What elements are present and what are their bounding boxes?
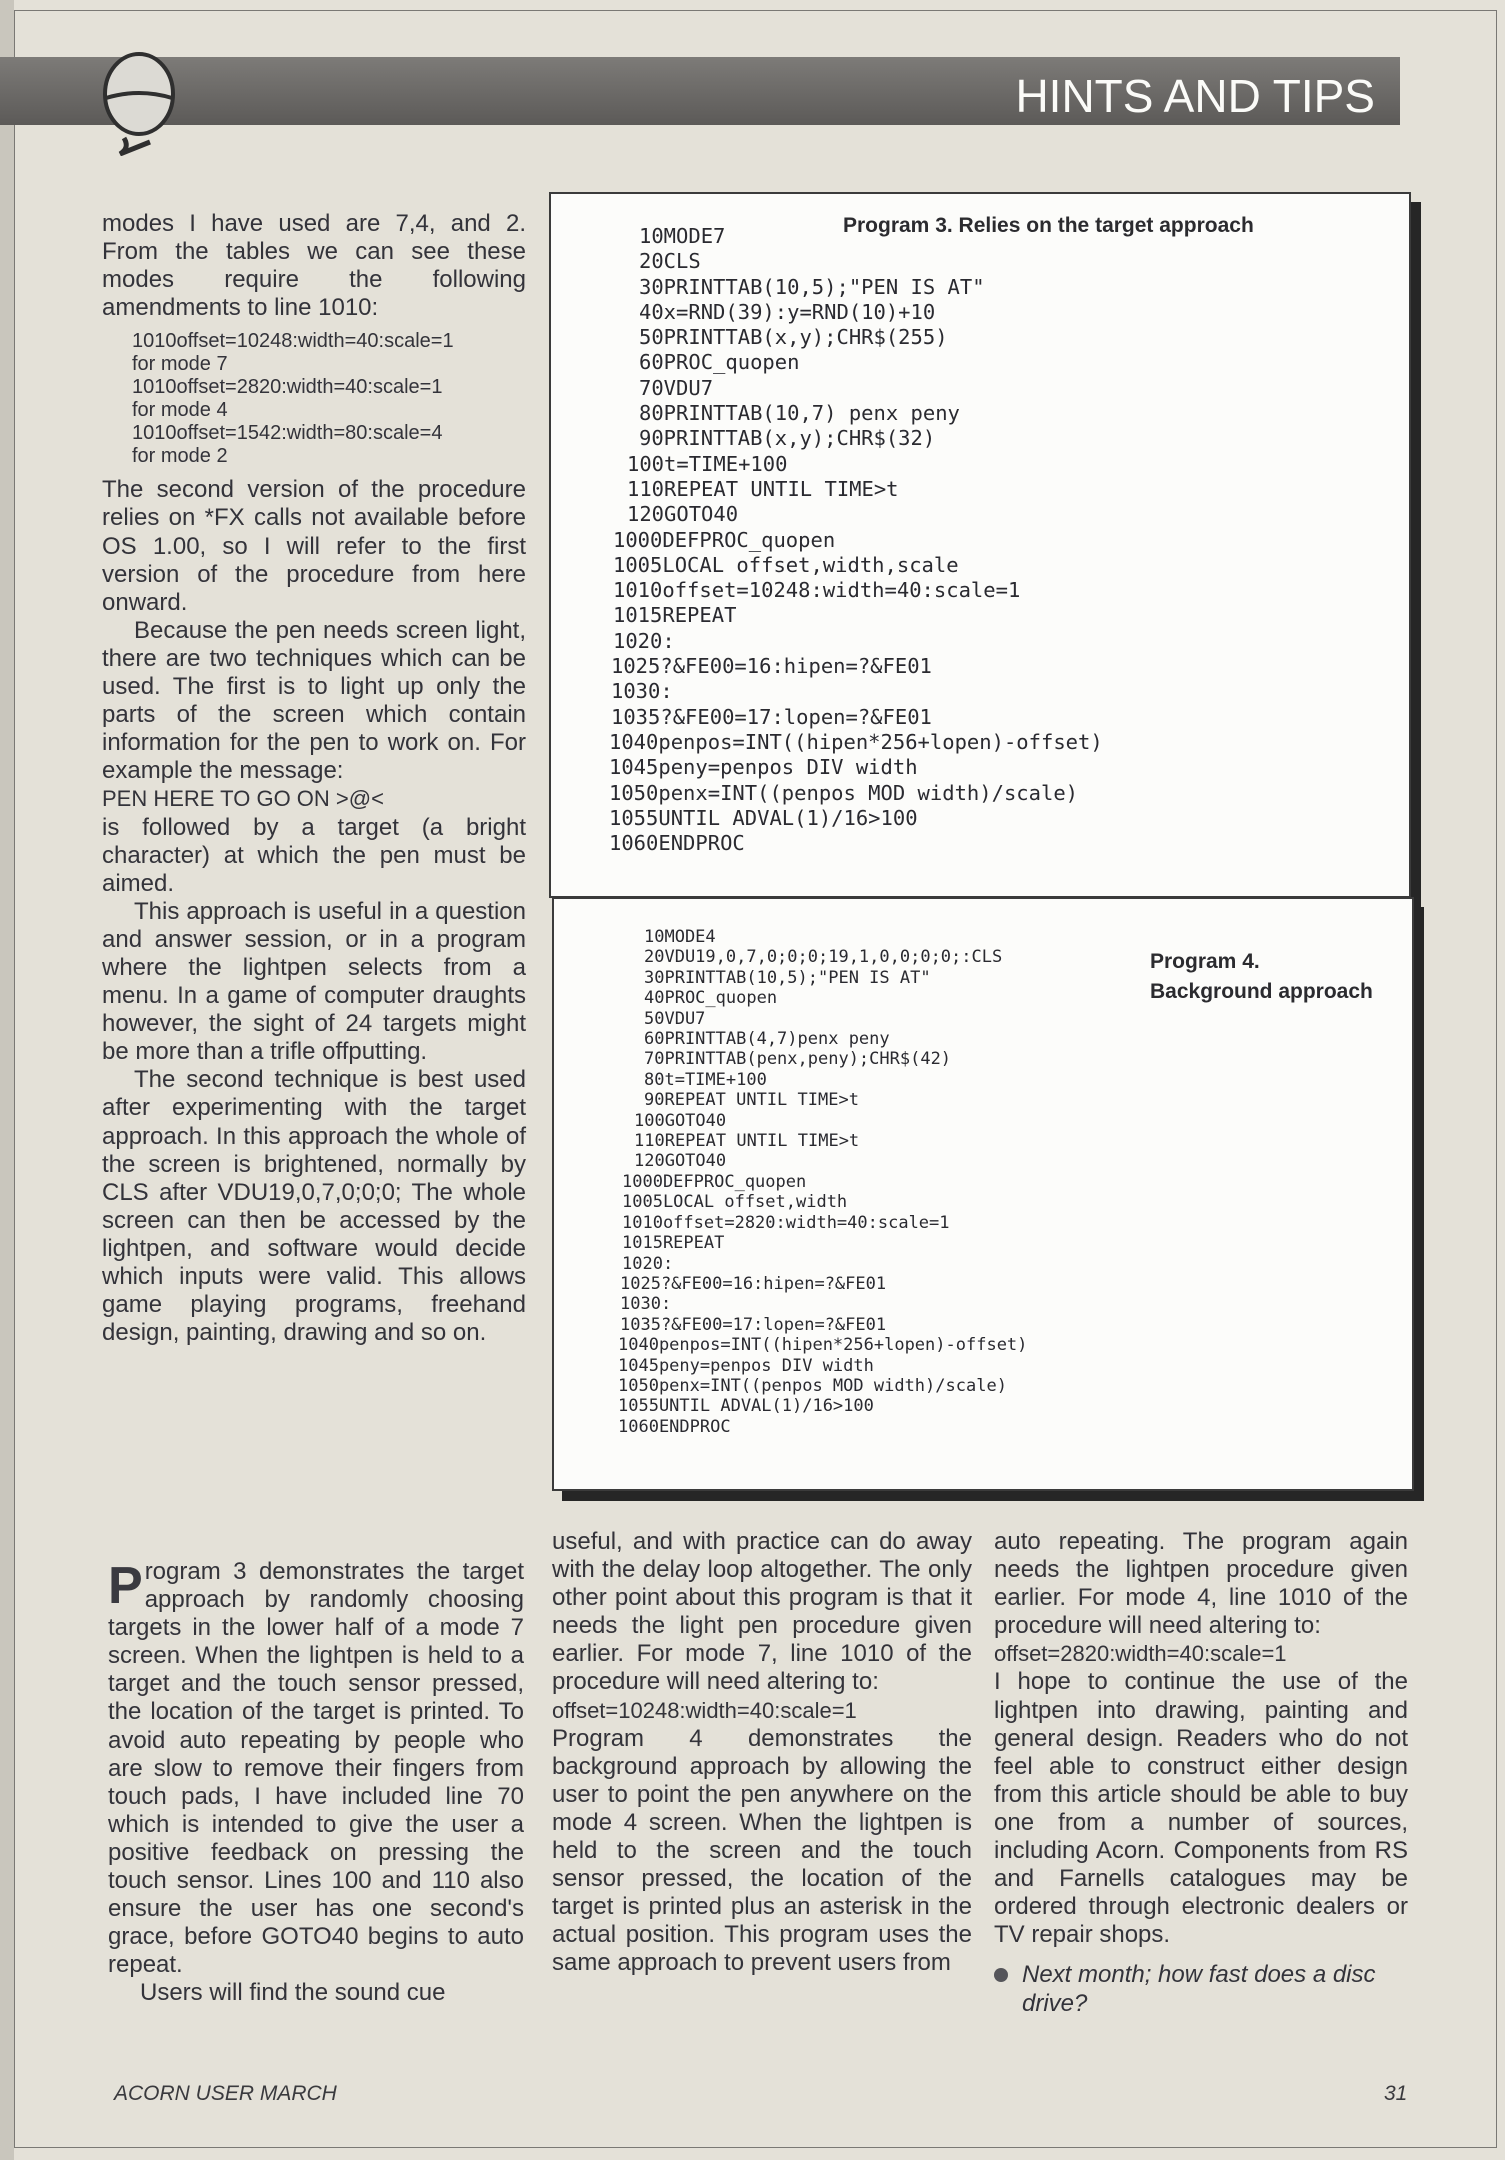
code-line: 100t=TIME+100 bbox=[627, 451, 788, 476]
next-month-note bbox=[994, 1961, 1408, 2017]
paragraph: The second version of the procedure relies on *FX calls not available before OS 1.00, so I will refer to the first version of the procedure from here onward. bbox=[102, 476, 526, 616]
code-line: 110REPEAT UNTIL TIME>t bbox=[634, 1131, 860, 1152]
code-line: 110REPEAT UNTIL TIME>t bbox=[627, 476, 899, 501]
amendment-line: 1010offset=1542:width=80:scale=4 bbox=[132, 422, 443, 445]
code-line: 50PRINTTAB(x,y);CHR$(255) bbox=[639, 325, 948, 350]
paragraph: modes I have used are 7,4, and 2. From the tables we can see these modes require the following amendments to line 1010: bbox=[102, 210, 526, 322]
paragraph-text: rogram 3 demonstrates the target approach by randomly choosing targets in the lower half of a mode 7 screen. When the lightpen is held to a target and the touch sensor pressed, the location of the target is printed. To avoid auto repeating by people who are slow to remove their fingers from touch pads, I have included line 70 which is intended to give the user a positive feedback on pressing the touch sensor. Lines 100 and 110 also ensure the user has one second's grace, before GOTO40 begins to auto repeat. bbox=[108, 1558, 524, 1979]
program-4-title-line: Background approach bbox=[1150, 980, 1373, 1003]
section-header-bar bbox=[0, 57, 1400, 125]
program-4-listing-box bbox=[552, 897, 1414, 1491]
amendment-line: 1010offset=2820:width=40:scale=1 bbox=[132, 376, 443, 399]
page-edge bbox=[0, 0, 14, 2160]
paragraph: Users will find the sound cue bbox=[140, 1979, 446, 2007]
paragraph: This approach is useful in a question and answer session, or in a program where the lightpen selects from a menu. In a game of computer draughts however, the sight of 24 targets might be more than a trifle offputting. bbox=[102, 897, 526, 1066]
code-line: 1020: bbox=[613, 628, 675, 653]
code-line: 1030: bbox=[620, 1294, 672, 1315]
paragraph: I hope to continue the use of the lightpen into drawing, painting and general design. Readers who do not feel able to construct either design from this article should be able to buy one from a number of sources, including Acorn. Components from RS and Farnells catalogues may be ordered through electronic dealers or TV repair shops. bbox=[994, 1668, 1408, 1949]
code-line: 1010offset=10248:width=40:scale=1 bbox=[613, 578, 1021, 603]
code-line: 60PROC_quopen bbox=[639, 350, 800, 375]
amendment-line: 1010offset=10248:width=40:scale=1 bbox=[132, 330, 454, 353]
article-column-1-lower bbox=[108, 1558, 524, 2008]
code-line: 1045peny=penpos DIV width bbox=[618, 1355, 874, 1376]
next-month-text: Next month; how fast does a disc drive? bbox=[1022, 1961, 1376, 2017]
code-line: 10MODE7 bbox=[639, 224, 726, 248]
article-column-3 bbox=[994, 1528, 1408, 2018]
code-line: 1040penpos=INT((hipen*256+lopen)-offset) bbox=[618, 1335, 1028, 1356]
code-line: 1035?&FE00=17:lopen=?&FE01 bbox=[611, 704, 932, 729]
paragraph: The second technique is best used after experimenting with the target approach. In this approach the whole of the screen is brightened, normally by CLS after VDU19,0,7,0;0;0; The whole screen can then be accessed by the lightpen, and software would decide which inputs were valid. This allows game playing programs, freehand design, painting, drawing and so on. bbox=[102, 1066, 526, 1347]
paragraph bbox=[108, 1558, 524, 1979]
code-line: 1000DEFPROC_quopen bbox=[613, 527, 836, 552]
code-line: 1055UNTIL ADVAL(1)/16>100 bbox=[618, 1396, 874, 1417]
code-line: 20CLS bbox=[639, 249, 701, 274]
code-line: 1005LOCAL offset,width bbox=[622, 1192, 848, 1213]
code-line: 90REPEAT UNTIL TIME>t bbox=[644, 1090, 859, 1111]
paragraph: useful, and with practice can do away with the delay loop altogether. The only other point about this program is that it needs the light pen procedure given earlier. For mode 7, line 1010 of the procedure will need altering to: bbox=[552, 1528, 972, 1696]
code-line: 40PROC_quopen bbox=[644, 988, 778, 1009]
code-line: 40x=RND(39):y=RND(10)+10 bbox=[639, 299, 936, 324]
code-line: 1045peny=penpos DIV width bbox=[609, 755, 918, 780]
code-line: 1060ENDPROC bbox=[618, 1416, 731, 1437]
program-3-code bbox=[609, 224, 1103, 856]
code-line: 80t=TIME+100 bbox=[644, 1069, 767, 1090]
code-line: 1025?&FE00=16:hipen=?&FE01 bbox=[620, 1273, 887, 1294]
alteration-line: offset=10248:width=40:scale=1 bbox=[552, 1697, 857, 1723]
amendment-line: for mode 2 bbox=[132, 445, 228, 468]
code-line: 70PRINTTAB(penx,peny);CHR$(42) bbox=[644, 1049, 952, 1070]
page-number: 31 bbox=[1384, 2082, 1408, 2105]
code-line: 1015REPEAT bbox=[622, 1233, 725, 1254]
code-line: 1040penpos=INT((hipen*256+lopen)-offset) bbox=[609, 729, 1103, 754]
code-line: 70VDU7 bbox=[639, 375, 714, 400]
code-line: 1010offset=2820:width=40:scale=1 bbox=[622, 1212, 950, 1233]
program-3-title: Program 3. Relies on the target approach bbox=[843, 214, 1254, 237]
acorn-logo-icon bbox=[100, 48, 178, 156]
program-3-listing-box bbox=[549, 192, 1411, 898]
code-line: 30PRINTTAB(10,5);"PEN IS AT" bbox=[639, 274, 985, 299]
code-line: 1025?&FE00=16:hipen=?&FE01 bbox=[611, 654, 932, 679]
paragraph: is followed by a target (a bright character) at which the pen must be aimed. bbox=[102, 813, 526, 897]
code-line: 1020: bbox=[622, 1253, 674, 1274]
amendment-line: for mode 7 bbox=[132, 353, 228, 376]
amendment-list bbox=[132, 330, 526, 468]
code-line: 1030: bbox=[611, 679, 673, 704]
code-line: 90PRINTTAB(x,y);CHR$(32) bbox=[639, 426, 936, 451]
pen-message: PEN HERE TO GO ON >@< bbox=[102, 786, 384, 812]
magazine-footer: ACORN USER MARCH bbox=[114, 2082, 337, 2105]
code-line: 80PRINTTAB(10,7) penx peny bbox=[639, 401, 960, 426]
program-4-code bbox=[614, 927, 1027, 1437]
program-4-title bbox=[1150, 947, 1373, 1007]
code-line: 1060ENDPROC bbox=[609, 831, 745, 856]
code-line: 30PRINTTAB(10,5);"PEN IS AT" bbox=[644, 967, 931, 988]
code-line: 20VDU19,0,7,0;0;0;19,1,0,0;0;0;:CLS bbox=[644, 947, 1003, 968]
code-line: 1050penx=INT((penpos MOD width)/scale) bbox=[618, 1375, 1007, 1396]
drop-cap: P bbox=[108, 1557, 143, 1615]
program-4-title-line: Program 4. bbox=[1150, 950, 1260, 973]
amendment-line: for mode 4 bbox=[132, 399, 228, 422]
code-line: 120GOTO40 bbox=[627, 502, 739, 527]
section-title: HINTS AND TIPS bbox=[1015, 70, 1375, 122]
alteration-line: offset=2820:width=40:scale=1 bbox=[994, 1641, 1287, 1667]
code-line: 10MODE4 bbox=[644, 927, 716, 947]
code-line: 120GOTO40 bbox=[634, 1151, 727, 1172]
code-line: 1050penx=INT((penpos MOD width)/scale) bbox=[609, 780, 1078, 805]
code-line: 1035?&FE00=17:lopen=?&FE01 bbox=[620, 1314, 887, 1335]
code-line: 1005LOCAL offset,width,scale bbox=[613, 552, 959, 577]
paragraph: auto repeating. The program again needs the lightpen procedure given earlier. For mode 4, line 1010 of the procedure will need altering to: bbox=[994, 1528, 1408, 1640]
code-line: 1015REPEAT bbox=[613, 603, 737, 628]
code-line: 1055UNTIL ADVAL(1)/16>100 bbox=[609, 805, 918, 830]
paragraph: Because the pen needs screen light, there are two techniques which can be used. The first is to light up only the parts of the screen which contain information for the pen to work on. For example the message: bbox=[102, 616, 526, 785]
article-column-1 bbox=[102, 210, 526, 1347]
code-line: 60PRINTTAB(4,7)penx peny bbox=[644, 1029, 890, 1050]
bullet-icon bbox=[994, 1968, 1008, 1982]
code-line: 1000DEFPROC_quopen bbox=[622, 1171, 807, 1192]
article-column-2 bbox=[552, 1528, 972, 1978]
paragraph: Program 4 demonstrates the background approach by allowing the user to point the pen anywhere on the mode 4 screen. When the lightpen is held to the screen and the touch sensor pressed, the location of the target is printed plus an asterisk in the actual position. This program uses the same approach to prevent users from bbox=[552, 1724, 972, 1977]
code-line: 100GOTO40 bbox=[634, 1110, 727, 1131]
code-line: 50VDU7 bbox=[644, 1008, 706, 1029]
